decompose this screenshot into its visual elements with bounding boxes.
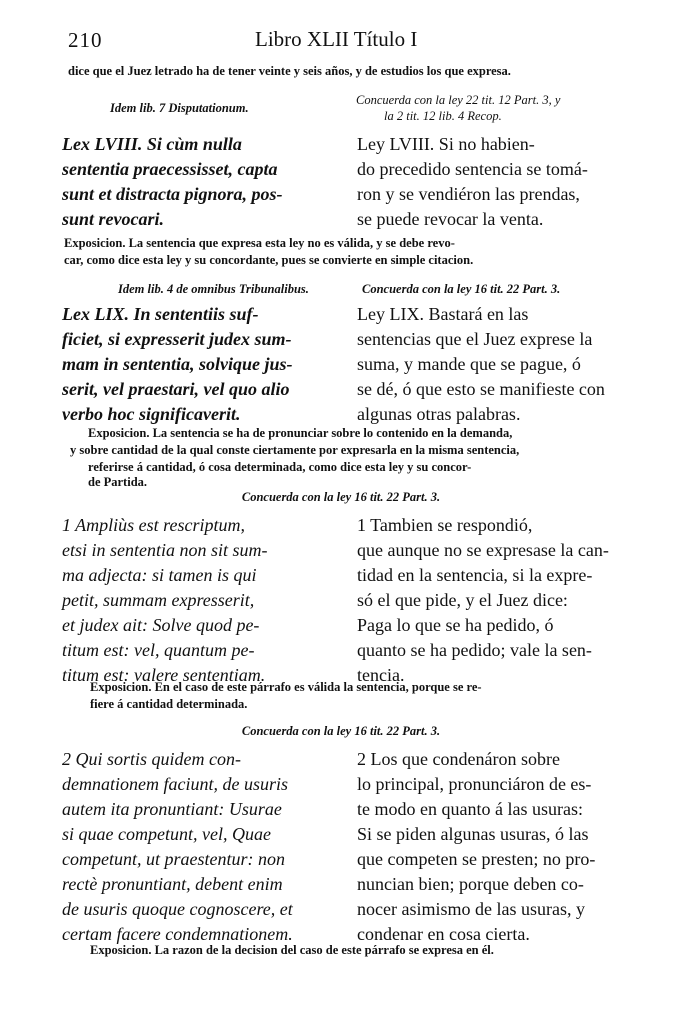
exposition-2c: referirse á cantidad, ó cosa determinada, como dice esta ley y su concor- — [88, 460, 472, 474]
spanish-line: se puede revocar la venta. — [357, 209, 544, 229]
latin-line: competunt, ut praestentur: non — [62, 849, 285, 869]
spanish-line: 1 Tambien se respondió, — [357, 515, 533, 535]
spanish-line: do precedido sentencia se tomá- — [357, 159, 588, 179]
latin-line: rectè pronuntiant, debent enim — [62, 874, 283, 894]
latin-line: sunt revocari. — [62, 209, 165, 229]
source-right-2: Concuerda con la ley 16 tit. 22 Part. 3. — [362, 282, 561, 296]
spanish-line: tencia. — [357, 665, 405, 685]
latin-line: etsi in sententia non sit sum- — [62, 540, 268, 560]
source-left-1: Idem lib. 7 Disputationum. — [110, 101, 249, 115]
latin-line: autem ita pronuntiant: Usurae — [62, 799, 282, 819]
exposition-1a: Exposicion. La sentencia que expresa esta ley no es válida, y se debe revo- — [64, 236, 455, 250]
exposition-2d: de Partida. — [88, 475, 148, 489]
latin-line: verbo hoc significaverit. — [62, 404, 241, 424]
spanish-line: ron y se vendiéron las prendas, — [357, 184, 580, 204]
spanish-text-paragraph-2 — [357, 747, 627, 947]
spanish-line: nuncian bien; porque deben co- — [357, 874, 584, 894]
latin-line: Lex LVIII. Si cùm nulla — [62, 134, 242, 154]
spanish-text-ley-58 — [357, 132, 627, 232]
exposition-2b: y sobre cantidad de la qual conste ciertamente por expresarla en la misma sentencia, — [70, 443, 520, 457]
latin-line: si quae competunt, vel, Quae — [62, 824, 271, 844]
latin-line: titum est: valere sententiam. — [62, 665, 266, 685]
latin-line: et judex ait: Solve quod pe- — [62, 615, 260, 635]
exposition-3b: fiere á cantidad determinada. — [90, 697, 248, 711]
spanish-line: lo principal, pronunciáron de es- — [357, 774, 592, 794]
running-title: Libro XLII Título I — [255, 27, 418, 51]
spanish-text-paragraph-1 — [357, 513, 627, 688]
spanish-line: que aunque no se expresase la can- — [357, 540, 609, 560]
latin-line: serit, vel praestari, vel quo alio — [62, 379, 290, 399]
spanish-text-ley-59 — [357, 302, 627, 427]
spanish-line: Paga lo que se ha pedido, ó — [357, 615, 554, 635]
concordance-3: Concuerda con la ley 16 tit. 22 Part. 3. — [241, 490, 441, 504]
spanish-line: 2 Los que condenáron sobre — [357, 749, 560, 769]
intro-line: dice que el Juez letrado ha de tener veinte y seis años, y de estudios los que expresa. — [68, 64, 511, 78]
spanish-line: nocer asimismo de las usuras, y — [357, 899, 585, 919]
spanish-line: condenar en cosa cierta. — [357, 924, 530, 944]
latin-line: Lex LIX. In sententiis suf- — [62, 304, 259, 324]
latin-line: ma adjecta: si tamen is qui — [62, 565, 257, 585]
latin-text-paragraph-2 — [62, 747, 347, 947]
source-left-2: Idem lib. 4 de omnibus Tribunalibus. — [118, 282, 309, 296]
exposition-4: Exposicion. La razon de la decision del caso de este párrafo se expresa en él. — [90, 943, 494, 957]
latin-line: certam facere condemnationem. — [62, 924, 293, 944]
spanish-line: sentencias que el Juez exprese la — [357, 329, 593, 349]
latin-line: sunt et distracta pignora, pos- — [62, 184, 283, 204]
latin-line: titum est: vel, quantum pe- — [62, 640, 255, 660]
latin-line: ficiet, si expresserit judex sum- — [62, 329, 292, 349]
latin-text-paragraph-1 — [62, 513, 347, 688]
spanish-line: suma, y mande que se pague, ó — [357, 354, 581, 374]
source-right-1a: Concuerda con la ley 22 tit. 12 Part. 3, y — [356, 93, 561, 107]
latin-line: 2 Qui sortis quidem con- — [62, 749, 241, 769]
spanish-line: te modo en quanto á las usuras: — [357, 799, 583, 819]
latin-line: sententia praecessisset, capta — [62, 159, 278, 179]
spanish-line: que competen se presten; no pro- — [357, 849, 596, 869]
exposition-3a: Exposicion. En el caso de este párrafo es válida la sentencia, porque se re- — [90, 680, 482, 694]
latin-line: petit, summam expresserit, — [62, 590, 255, 610]
latin-text-lex-59 — [62, 302, 347, 427]
latin-line: de usuris quoque cognoscere, et — [62, 899, 293, 919]
spanish-line: algunas otras palabras. — [357, 404, 521, 424]
spanish-line: só el que pide, y el Juez dice: — [357, 590, 568, 610]
latin-line: demnationem faciunt, de usuris — [62, 774, 288, 794]
concordance-4: Concuerda con la ley 16 tit. 22 Part. 3. — [241, 724, 441, 738]
source-right-1b: la 2 tit. 12 lib. 4 Recop. — [384, 109, 502, 123]
spanish-line: quanto se ha pedido; vale la sen- — [357, 640, 592, 660]
latin-text-lex-58 — [62, 132, 347, 232]
page-number: 210 — [68, 28, 103, 52]
spanish-line: se dé, ó que esto se manifieste con — [357, 379, 605, 399]
latin-line: 1 Ampliùs est rescriptum, — [62, 515, 245, 535]
spanish-line: Si se piden algunas usuras, ó las — [357, 824, 589, 844]
exposition-1b: car, como dice esta ley y su concordante, pues se convierte en simple citacion. — [64, 253, 474, 267]
exposition-2a: Exposicion. La sentencia se ha de pronunciar sobre lo contenido en la demanda, — [88, 426, 513, 440]
spanish-line: Ley LIX. Bastará en las — [357, 304, 529, 324]
spanish-line: Ley LVIII. Si no habien- — [357, 134, 535, 154]
latin-line: mam in sententia, solvique jus- — [62, 354, 293, 374]
spanish-line: tidad en la sentencia, si la expre- — [357, 565, 593, 585]
